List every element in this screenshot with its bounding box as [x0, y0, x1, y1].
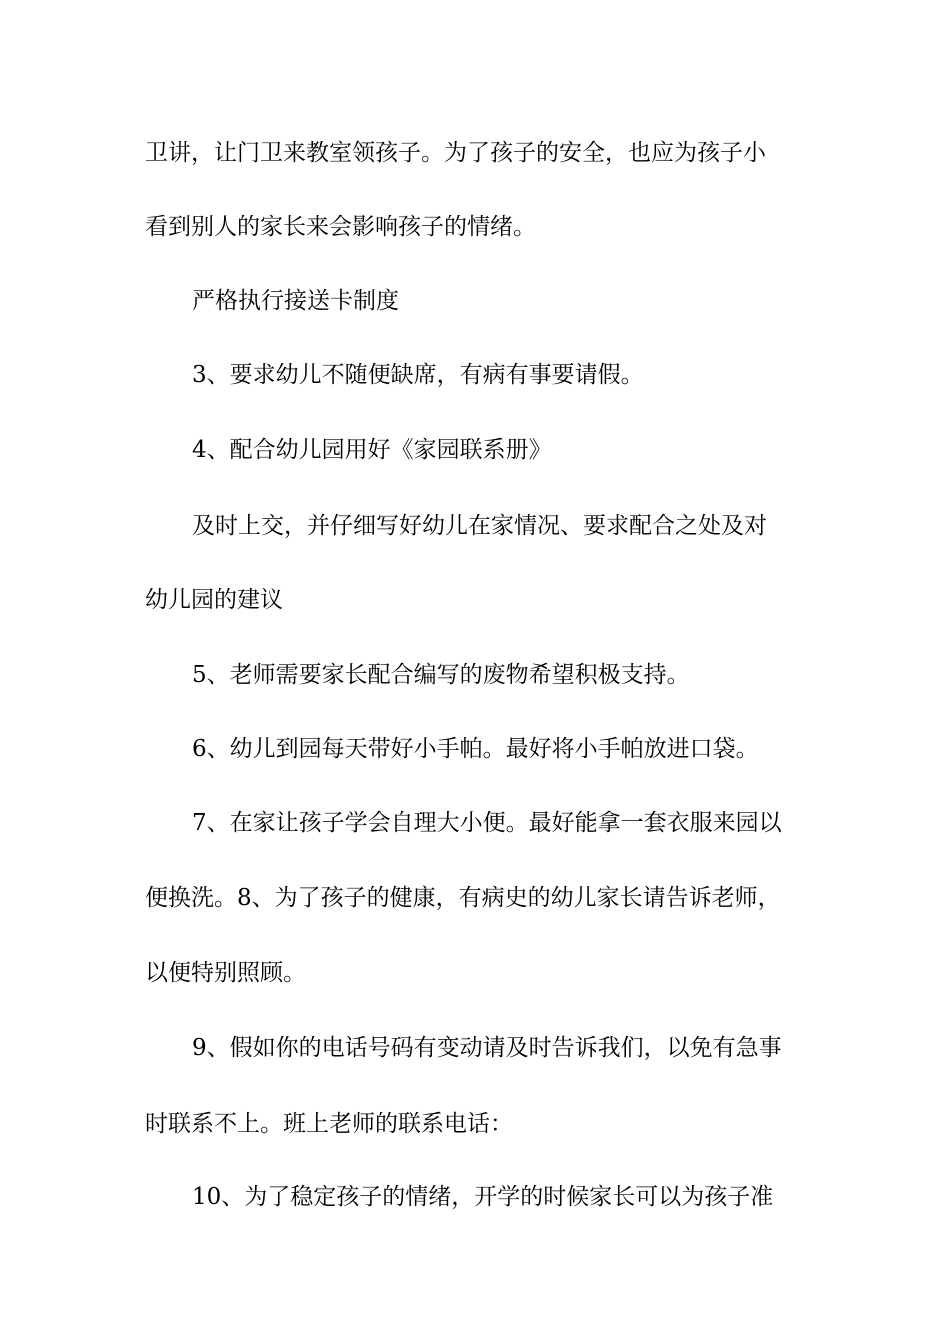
- text-line: 看到别人的家长来会影响孩子的情绪。: [145, 214, 536, 240]
- text-line: 以便特别照顾。: [145, 960, 306, 986]
- list-item: 6、幼儿到园每天带好小手帕。最好将小手帕放进口袋。: [192, 736, 759, 762]
- text-line: 卫讲，让门卫来教室领孩子。为了孩子的安全，也应为孩子小: [145, 140, 766, 166]
- section-heading: 严格执行接送卡制度: [192, 288, 399, 314]
- text-line: 幼儿园的建议: [145, 587, 283, 613]
- list-item: 7、在家让孩子学会自理大小便。最好能拿一套衣服来园以: [192, 810, 782, 836]
- list-item: 3、要求幼儿不随便缺席，有病有事要请假。: [192, 362, 644, 388]
- list-item: 4、配合幼儿园用好《家园联系册》: [192, 437, 552, 463]
- text-line: 便换洗。8、为了孩子的健康，有病史的幼儿家长请告诉老师，: [145, 885, 781, 911]
- list-item: 10、为了稳定孩子的情绪，开学的时候家长可以为孩子准: [192, 1184, 774, 1210]
- text-line: 及时上交，并仔细写好幼儿在家情况、要求配合之处及对: [192, 513, 767, 539]
- list-item: 9、假如你的电话号码有变动请及时告诉我们，以免有急事: [192, 1035, 782, 1061]
- text-line: 时联系不上。班上老师的联系电话：: [145, 1111, 513, 1137]
- list-item: 5、老师需要家长配合编写的废物希望积极支持。: [192, 662, 690, 688]
